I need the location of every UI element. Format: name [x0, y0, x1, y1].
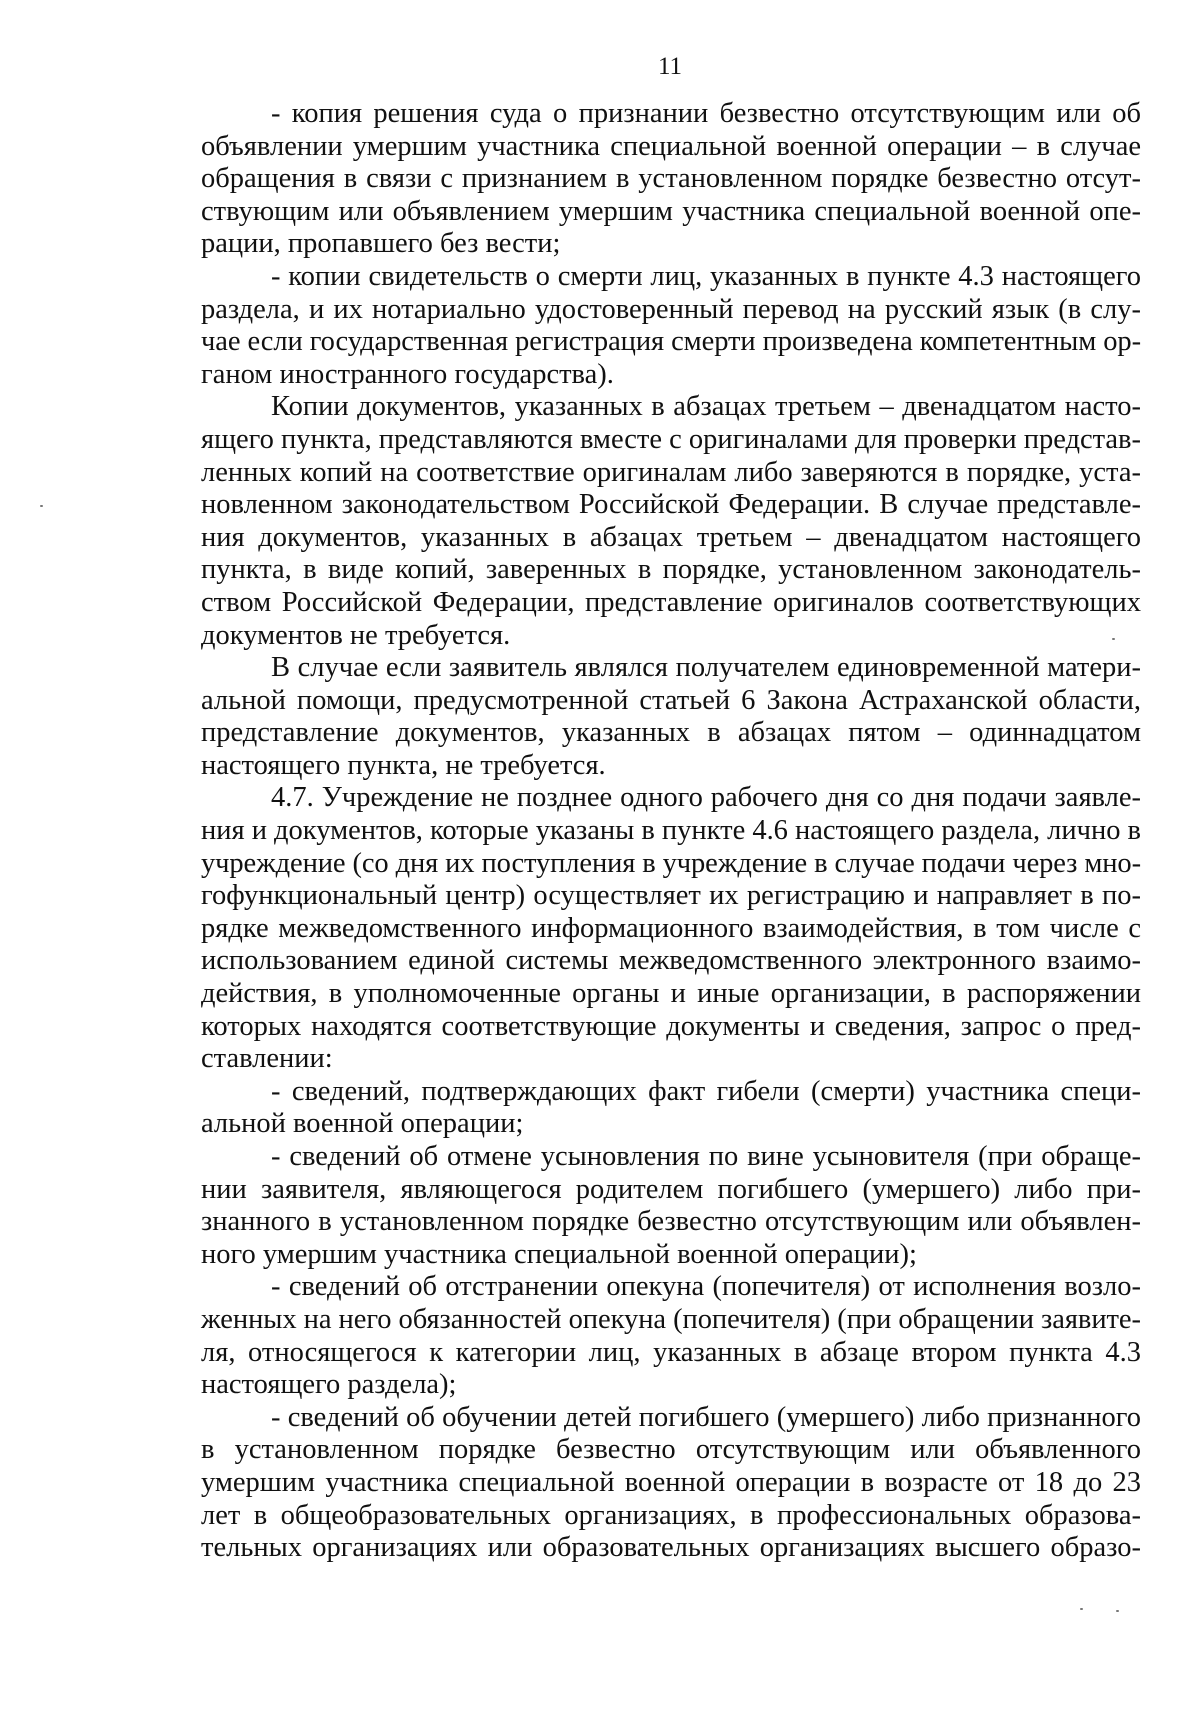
text-line: тельных организациях или образовательных организациях высшего образо-: [201, 1532, 1141, 1564]
text-line: нии заявителя, являющегося родителем погибшего (умершего) либо при-: [201, 1173, 1141, 1205]
text-line: использованием единой системы межведомственного электронного взаимо-: [201, 945, 1141, 977]
text-line: новленном законодательством Российской Федерации. В случае представле-: [201, 489, 1141, 521]
paragraph-one-time-aid: [201, 652, 1141, 782]
paragraph-death-facts: [201, 1076, 1141, 1141]
paragraph-children-education: [201, 1402, 1141, 1565]
text-line: действия, в уполномоченные органы и иные организации, в распоряжении: [201, 978, 1141, 1010]
text-line: раздела, и их нотариально удостоверенный перевод на русский язык (в слу-: [201, 293, 1141, 325]
text-line: ля, относящегося к категории лиц, указанных в абзаце втором пункта 4.3: [201, 1336, 1141, 1368]
paragraph-adoption-cancellation: [201, 1141, 1141, 1271]
text-line: ния и документов, которые указаны в пункте 4.6 настоящего раздела, лично в: [201, 815, 1142, 847]
text-line: умершим участника специальной военной операции в возрасте от 18 до 23: [201, 1466, 1141, 1498]
text-line: настоящего раздела);: [201, 1369, 457, 1401]
text-line: - сведений, подтверждающих факт гибели (смерти) участника специ-: [271, 1075, 1141, 1107]
paragraph-death-certificates: [201, 261, 1141, 391]
text-line: - сведений об обучении детей погибшего (умершего) либо признанного: [271, 1401, 1141, 1433]
paragraph-document-copies: [201, 391, 1141, 652]
text-line: знанного в установленном порядке безвестно отсутствующим или объявлен-: [201, 1206, 1141, 1238]
text-line: обращения в связи с признанием в установленном порядке безвестно отсут-: [201, 163, 1141, 195]
text-line: альной военной операции;: [201, 1108, 524, 1140]
text-line: гофункциональный центр) осуществляет их регистрацию и направляет в по-: [201, 880, 1141, 912]
text-line: пункта, в виде копий, заверенных в порядке, установленном законодатель-: [201, 554, 1141, 586]
text-line: - сведений об отстранении опекуна (попечителя) от исполнения возло-: [271, 1271, 1141, 1303]
text-line: чае если государственная регистрация смерти произведена компетентным ор-: [201, 326, 1141, 358]
text-line: - копии свидетельств о смерти лиц, указанных в пункте 4.3 настоящего: [271, 260, 1141, 292]
text-line: Копии документов, указанных в абзацах третьем – двенадцатом насто-: [271, 391, 1141, 423]
text-line: ящего пункта, представляются вместе с оригиналами для проверки представ-: [201, 423, 1141, 455]
text-line: рации, пропавшего без вести;: [201, 228, 561, 260]
scan-speck: [1080, 1608, 1083, 1610]
text-line: лет в общеобразовательных организациях, в профессиональных образова-: [201, 1499, 1141, 1531]
scan-speck: [1112, 638, 1115, 640]
text-line: женных на него обязанностей опекуна (попечителя) (при обращении заявите-: [201, 1303, 1141, 1335]
text-line: в установленном порядке безвестно отсутствующим или объявленного: [201, 1434, 1141, 1466]
document-body: [201, 98, 1141, 1565]
scan-speck: [40, 505, 43, 507]
text-line: учреждение (со дня их поступления в учреждение в случае подачи через мно-: [201, 847, 1141, 879]
paragraph-guardian-removal: [201, 1271, 1141, 1401]
text-line: - сведений об отмене усыновления по вине усыновителя (при обраще-: [271, 1141, 1141, 1172]
text-line: ствующим или объявлением умершим участника специальной военной опе-: [201, 195, 1141, 227]
text-line: В случае если заявитель являлся получателем единовременной матери-: [271, 652, 1141, 684]
text-line: ния документов, указанных в абзацах третьем – двенадцатом настоящего: [201, 521, 1141, 553]
text-line: - копия решения суда о признании безвестно отсутствующим или об: [271, 98, 1141, 129]
paragraph-court-decision-copy: [201, 98, 1141, 261]
text-line: ставлении:: [201, 1043, 333, 1075]
text-line: ленных копий на соответствие оригиналам либо заверяются в порядке, уста-: [201, 456, 1141, 488]
text-line: 4.7. Учреждение не позднее одного рабочего дня со дня подачи заявле-: [271, 782, 1141, 814]
text-line: ганом иностранного государства).: [201, 358, 614, 390]
text-line: документов не требуется.: [201, 619, 511, 651]
text-line: которых находятся соответствующие документы и сведения, запрос о пред-: [201, 1010, 1141, 1042]
scan-speck: [1116, 1610, 1119, 1612]
text-line: ного умершим участника специальной военной операции);: [201, 1238, 917, 1270]
text-line: объявлении умершим участника специальной военной операции – в случае: [201, 130, 1141, 162]
paragraph-clause-4-7: [201, 782, 1141, 1075]
text-line: настоящего пункта, не требуется.: [201, 749, 606, 781]
page-number: 11: [657, 53, 683, 80]
text-line: ством Российской Федерации, представление оригиналов соответствующих: [201, 586, 1141, 618]
text-line: рядке межведомственного информационного взаимодействия, в том числе с: [201, 912, 1141, 944]
text-line: представление документов, указанных в абзацах пятом – одиннадцатом: [201, 717, 1141, 749]
text-line: альной помощи, предусмотренной статьей 6 Закона Астраханской области,: [201, 684, 1141, 716]
